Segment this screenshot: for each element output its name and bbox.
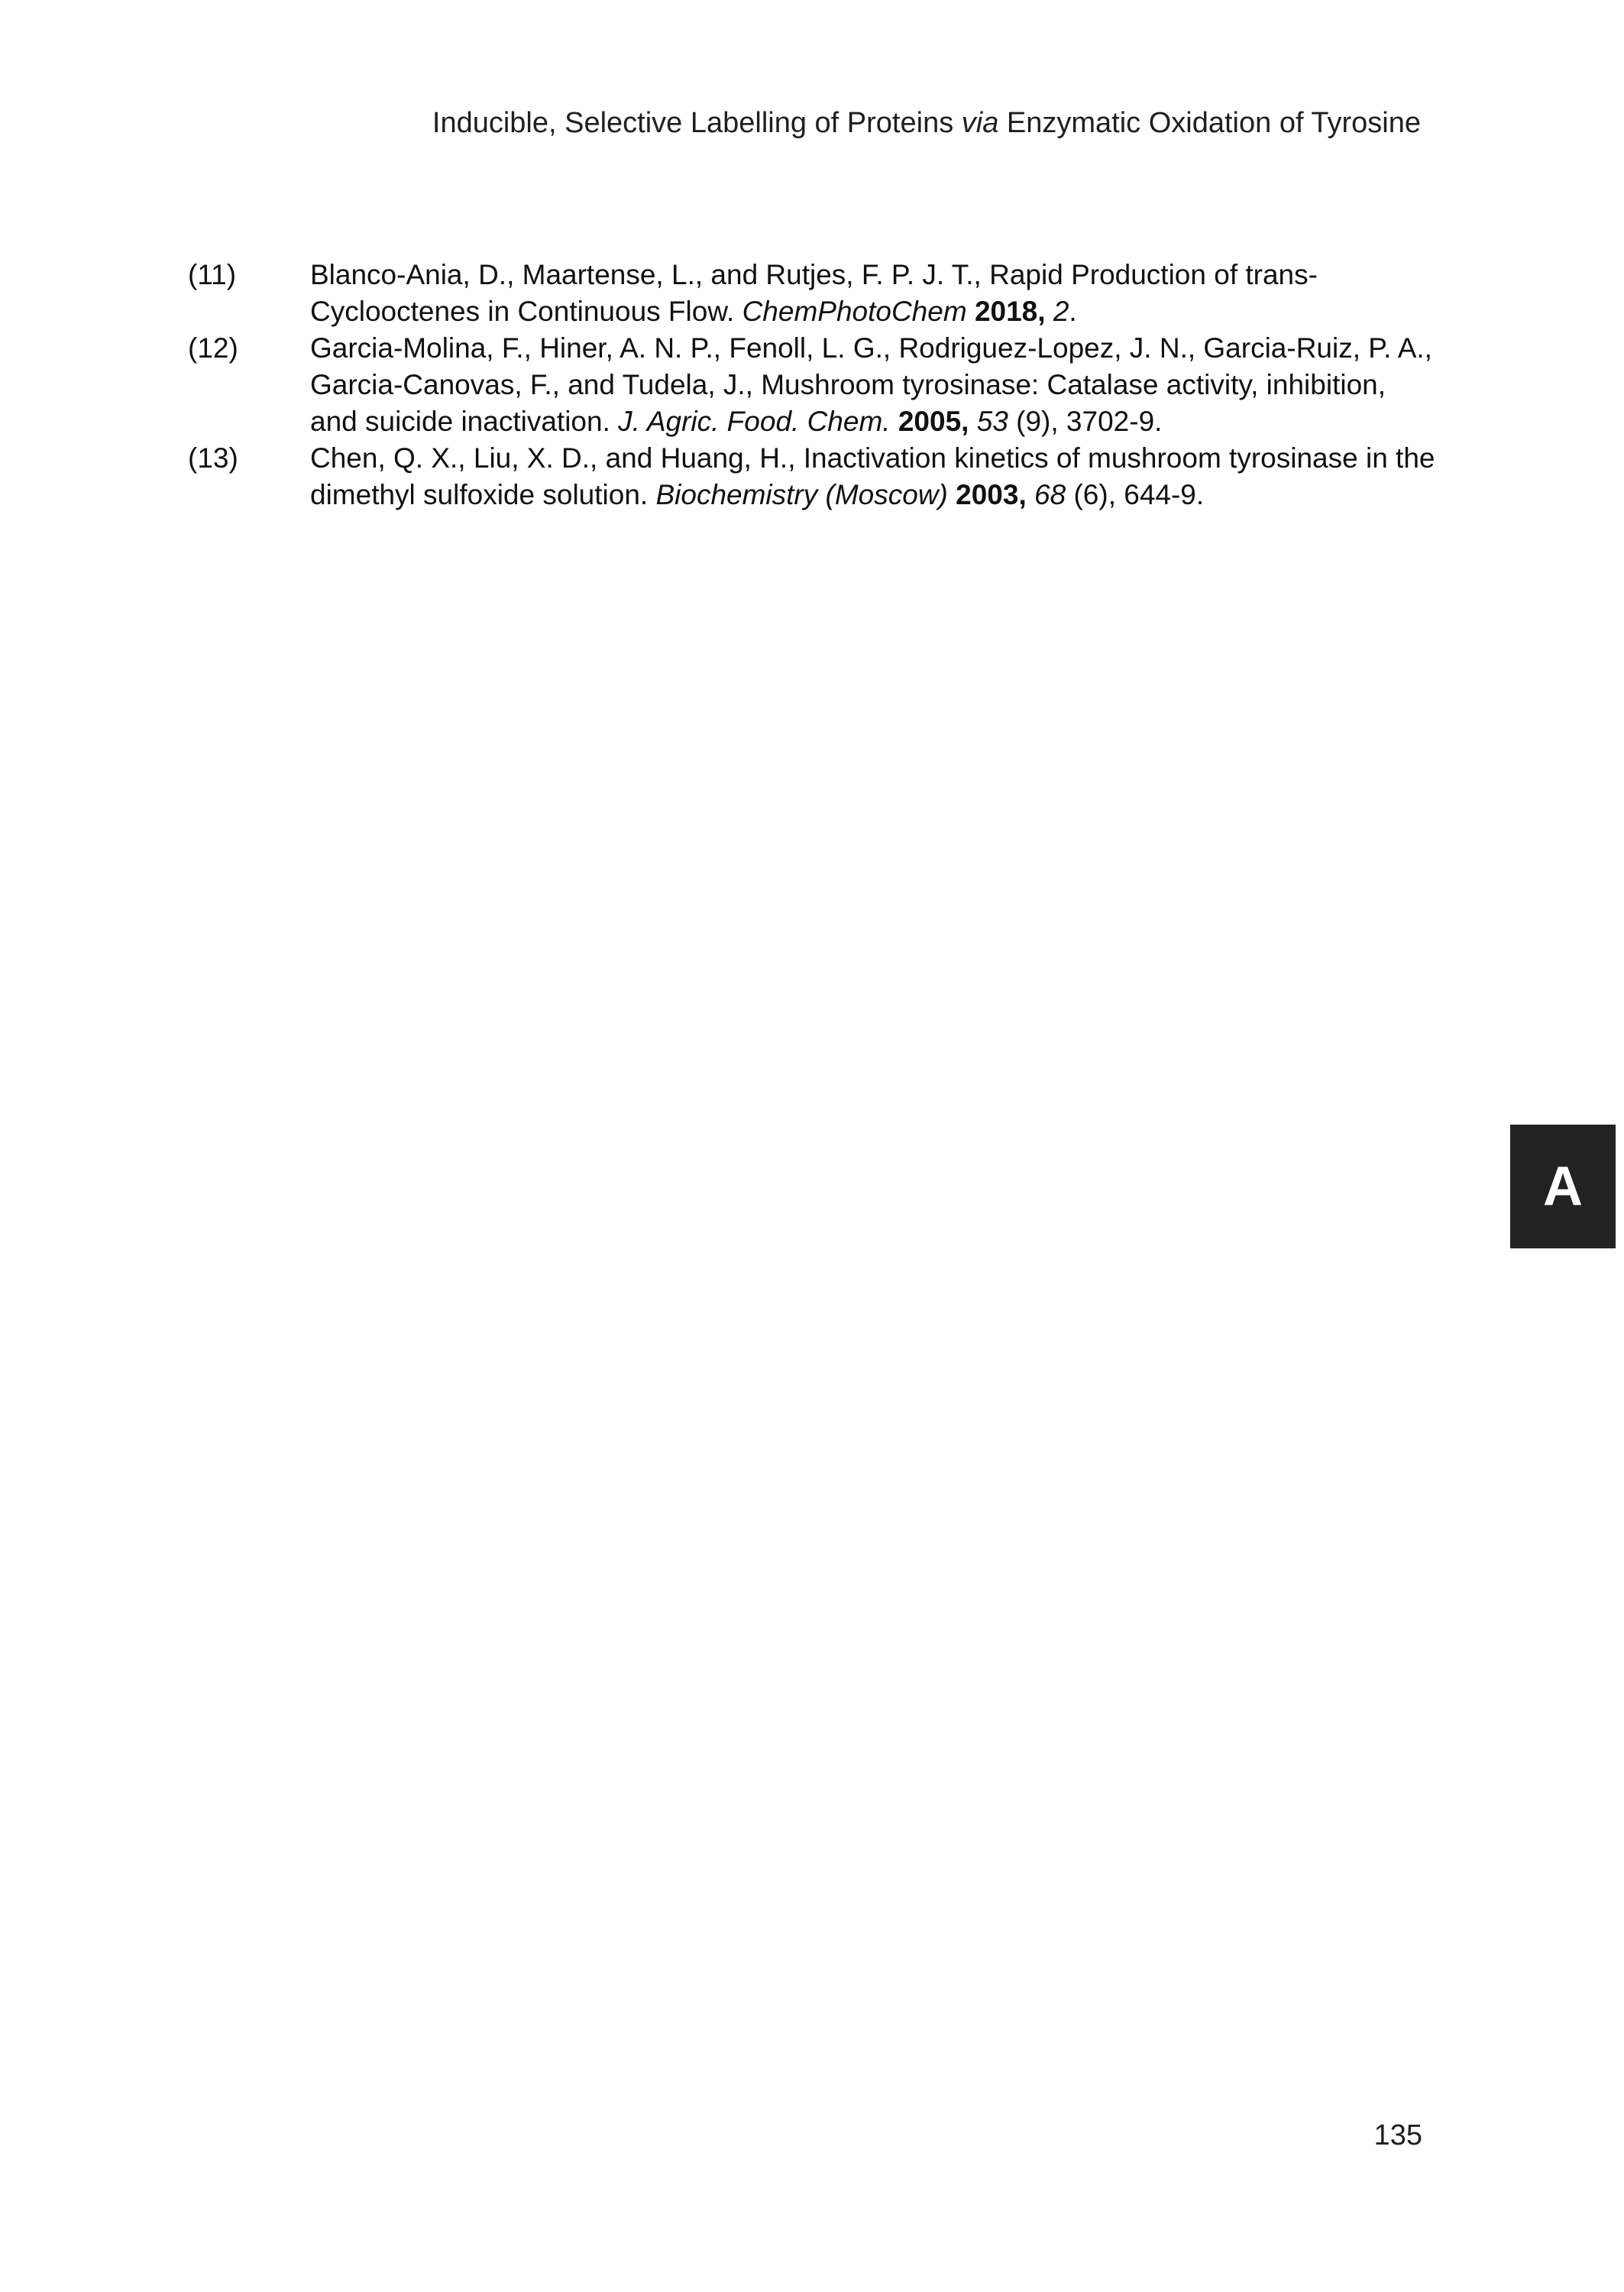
- reference-authors-title: Blanco-Ania, D., Maartense, L., and Rutjes, F. P. J. T., Rapid Production of trans-Cyclooctenes in Continuous Flow.: [310, 259, 1318, 327]
- running-header-italic: via: [961, 107, 999, 139]
- reference-year: 2005,: [898, 406, 969, 437]
- reference-year: 2018,: [974, 296, 1046, 327]
- reference-item: [188, 257, 1441, 330]
- reference-journal: J. Agric. Food. Chem.: [618, 406, 891, 437]
- chapter-thumb-tab: A: [1510, 1125, 1616, 1248]
- running-header-text: Inducible, Selective Labelling of Proteins: [432, 107, 962, 139]
- running-header-text-end: Enzymatic Oxidation of Tyrosine: [998, 107, 1421, 139]
- reference-authors-title: Garcia-Molina, F., Hiner, A. N. P., Fenoll, L. G., Rodriguez-Lopez, J. N., Garcia-Ruiz, P. A., Garcia-Canovas, F., and Tudela, J., Mushroom tyrosinase: Catalase activity, inhibition, and suicide inactivation.: [310, 332, 1432, 437]
- reference-authors-title: Chen, Q. X., Liu, X. D., and Huang, H., Inactivation kinetics of mushroom tyrosinase in the dimethyl sulfoxide solution.: [310, 442, 1435, 510]
- reference-volume: 2: [1053, 296, 1069, 327]
- reference-issue-pages: (6), 644-9.: [1066, 479, 1205, 510]
- reference-volume: 53: [976, 406, 1008, 437]
- reference-item: [188, 330, 1441, 440]
- reference-list: [188, 257, 1441, 513]
- reference-number: (12): [188, 332, 238, 364]
- reference-number: (11): [188, 259, 237, 290]
- reference-year: 2003,: [956, 479, 1027, 510]
- reference-journal: ChemPhotoChem: [742, 296, 967, 327]
- reference-text: [310, 440, 1441, 513]
- reference-text: [310, 257, 1441, 330]
- reference-item: [188, 440, 1441, 513]
- reference-text: [310, 330, 1441, 440]
- reference-issue-pages: (9), 3702-9.: [1008, 406, 1163, 437]
- reference-journal: Biochemistry (Moscow): [655, 479, 948, 510]
- running-header: [432, 104, 1421, 142]
- page-number: 135: [1373, 2119, 1422, 2151]
- reference-number: (13): [188, 442, 238, 474]
- reference-issue-pages: .: [1069, 296, 1077, 327]
- reference-volume: 68: [1034, 479, 1066, 510]
